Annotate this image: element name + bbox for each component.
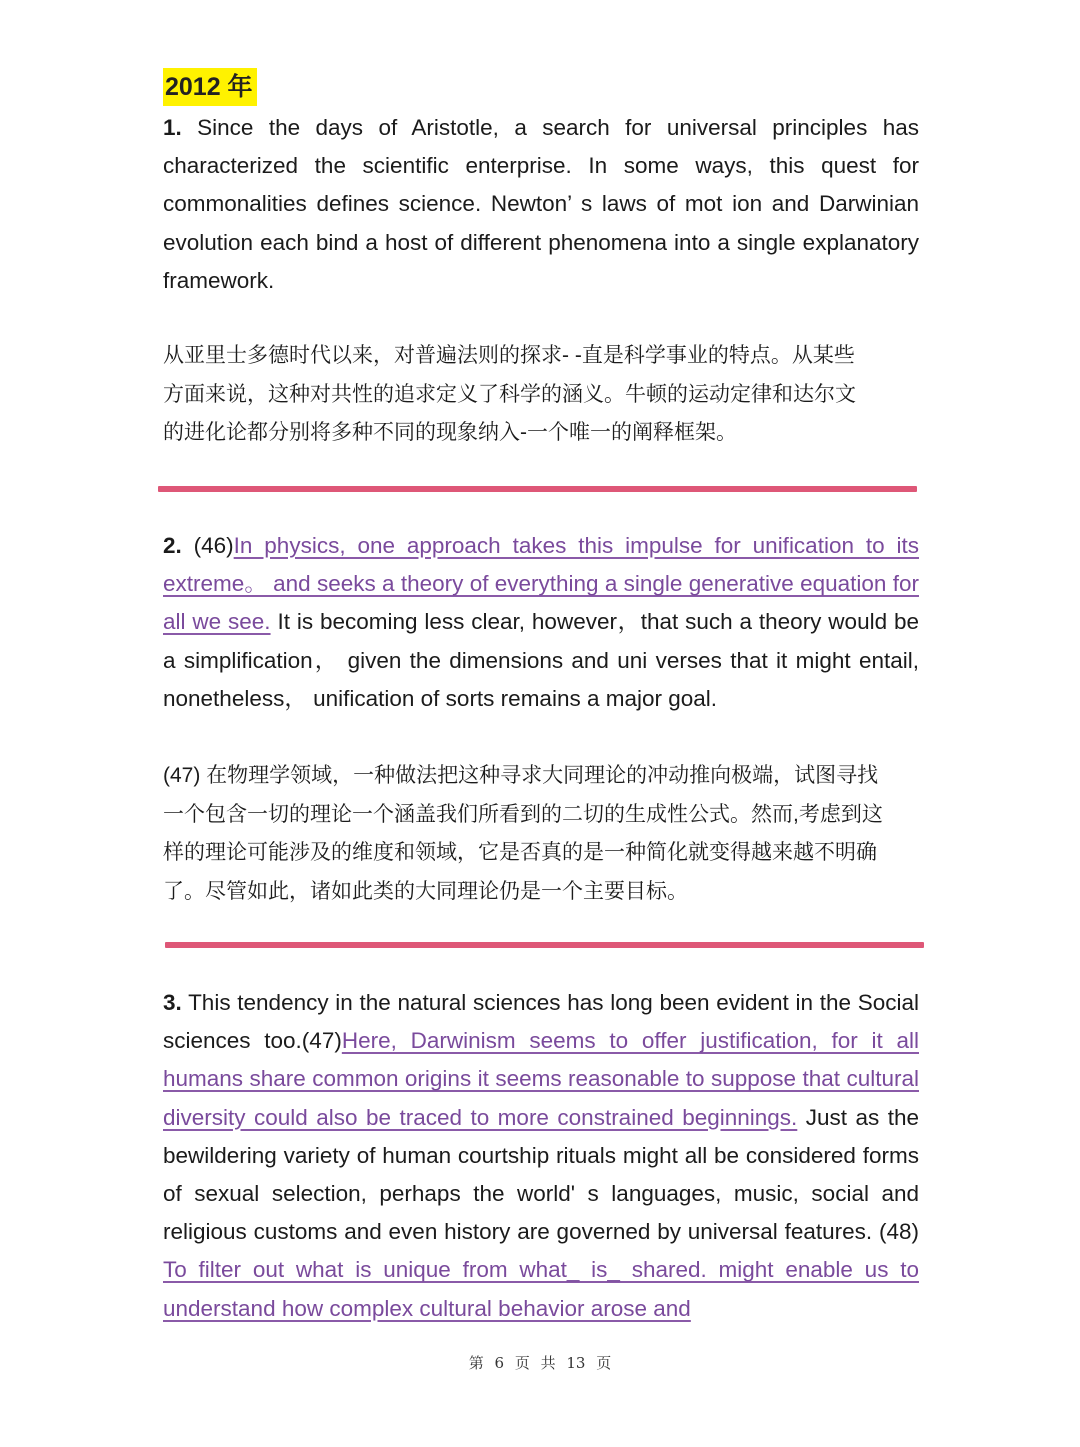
section-2-chinese bbox=[163, 757, 883, 911]
section-1-english bbox=[163, 109, 919, 300]
section-2-chinese-line: 了。尽管如此，诸如此类的大同理论仍是一个主要目标。 bbox=[163, 879, 688, 903]
section-2-number: 2. bbox=[163, 533, 182, 558]
section-2-english bbox=[163, 527, 919, 718]
section-2-chinese-line: 一个包含一切的理论一个涵盖我们所看到的二切的生成性公式。然而,考虑到这 bbox=[163, 802, 883, 826]
section-2-chinese-line: 样的理论可能涉及的维度和领域，它是否真的是一种简化就变得越来越不明确 bbox=[163, 841, 877, 864]
section-1-chinese bbox=[163, 337, 856, 453]
section-1-text: Since the days of Aristotle, a search for universal principles has characterized the scientific enterprise. In some ways, this quest for commonalities defines science. Newton’ s laws of mot ion and Darwinian evolution each bind a host of different phenomena into a single explanatory framework. bbox=[163, 115, 919, 293]
section-3-highlighted-sentence-48: To filter out what is unique from what_ is_ shared. might enable us to understand how complex cultural behavior arose and bbox=[163, 1257, 919, 1321]
page-footer: 第 6 页 共 13 页 bbox=[468, 1354, 612, 1372]
section-3-number: 3. bbox=[163, 990, 182, 1015]
section-divider bbox=[158, 486, 917, 492]
section-3-highlighted-sentence-47: Here, Darwinism seems to offer justification, for it all humans share common origins it seems reasonable to suppose that cultural diversity could also be traced to more constrained beginnings. bbox=[163, 1028, 919, 1130]
section-2-chinese-line: (47) 在物理学领域，一种做法把这种寻求大同理论的冲动推向极端，试图寻找 bbox=[163, 764, 879, 787]
section-2-highlighted-sentence: In physics, one approach takes this impulse for unification to its extreme。 and seeks a theory of everything a single generative equation for all we see. bbox=[163, 533, 919, 635]
section-1-chinese-line: 方面来说，这种对共性的追求定义了科学的涵义。牛顿的运动定律和达尔文 bbox=[163, 382, 856, 406]
section-1-chinese-line: 从亚里士多德时代以来，对普遍法则的探求- -直是科学事业的特点。从某些 bbox=[163, 344, 855, 367]
section-1-number: 1. bbox=[163, 115, 182, 140]
section-divider bbox=[165, 942, 924, 948]
year-heading: 2012 年 bbox=[163, 68, 257, 106]
section-2-text: It is becoming less clear, however，that such a theory would be a simplification， given the dimensions and uni verses that it might entail, nonetheless， unification of sorts remains a major goal. bbox=[163, 609, 920, 711]
section-3-english bbox=[163, 984, 919, 1328]
section-1-chinese-line: 的进化论都分别将多种不同的现象纳入-一个唯一的阐释框架。 bbox=[163, 421, 737, 444]
section-3-text-a: This tendency in the natural sciences has long been evident in the Social sciences too.(47) bbox=[163, 990, 919, 1054]
section-2-prefix: (46) bbox=[181, 533, 234, 558]
section-3-text-b: Just as the bewildering variety of human courtship rituals might all be considered forms of sexual selection, perhaps the world' s languages, music, social and religious customs and even history are governed by universal features. (48) bbox=[163, 1104, 919, 1245]
